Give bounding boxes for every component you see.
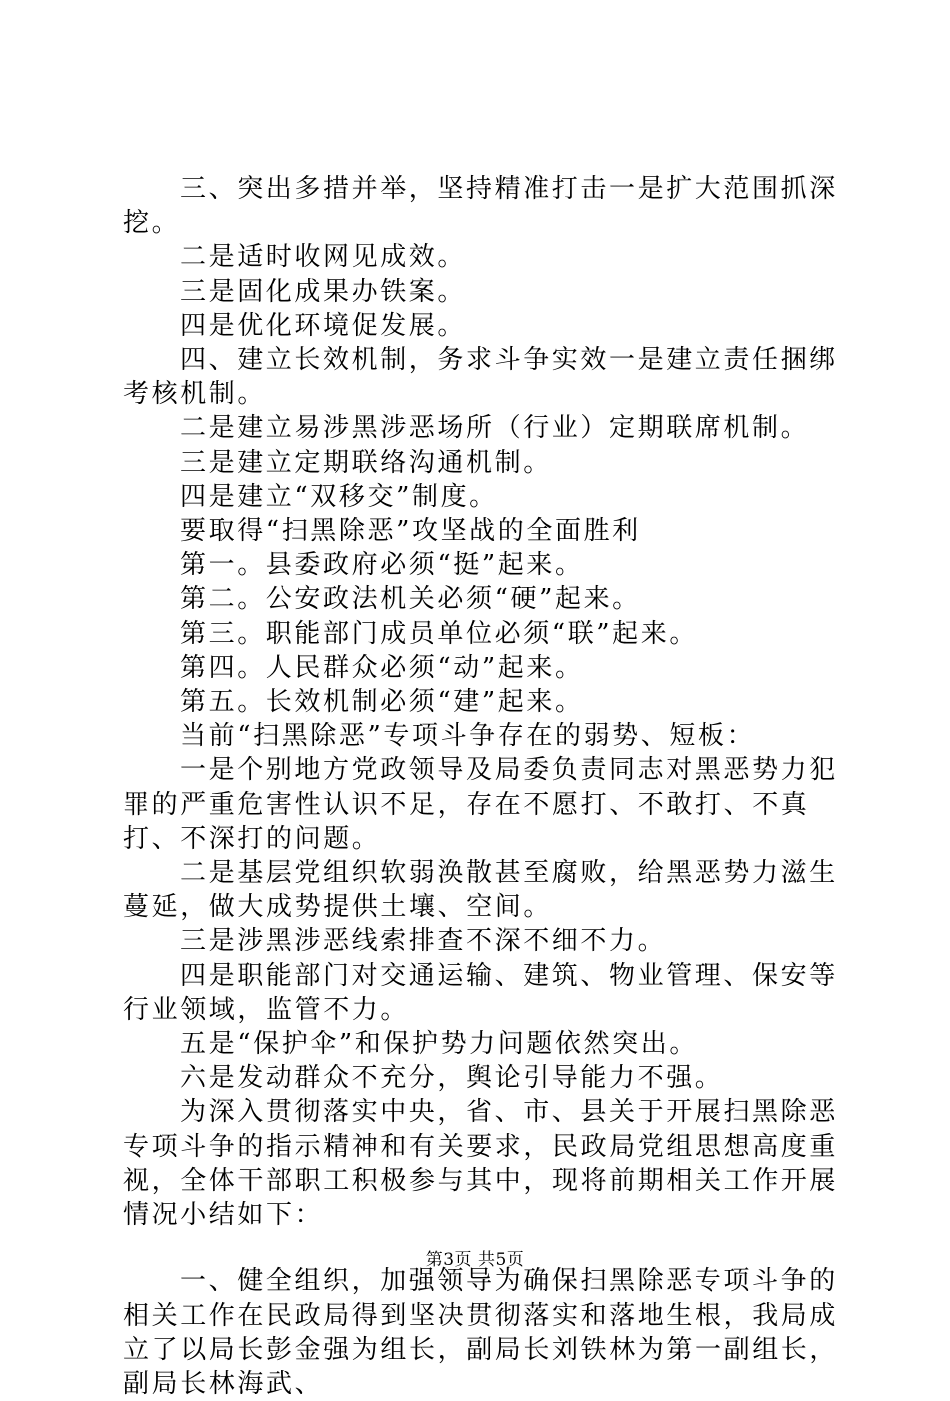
paragraph: 三是建立定期联络沟通机制。: [180, 447, 552, 478]
paragraph: 二是基层党组织软弱涣散甚至腐败，给黑恶势力滋生蔓延，做大成势提供土壤、空间。: [123, 858, 838, 923]
page-number-label: 第3页 共5页: [425, 1250, 525, 1270]
paragraph: 四、建立长效机制，务求斗争实效一是建立责任捆绑考核机制。: [123, 345, 838, 410]
paragraph: 第一。县委政府必须“挺”起来。: [180, 550, 584, 581]
paragraph: 当前“扫黑除恶”专项斗争存在的弱势、短板：: [180, 721, 756, 752]
paragraph: 要取得“扫黑除恶”攻坚战的全面胜利: [180, 516, 641, 547]
paragraph: 第三。职能部门成员单位必须“联”起来。: [180, 618, 698, 649]
paragraph: 三是涉黑涉恶线索排查不深不细不力。: [180, 926, 667, 957]
paragraph: 为深入贯彻落实中央，省、市、县关于开展扫黑除恶专项斗争的指示精神和有关要求，民政局党组思想高度重视，全体干部职工积极参与其中，现将前期相关工作开展情况小结如下：: [123, 1097, 839, 1231]
paragraph: 六是发动群众不充分，舆论引导能力不强。: [180, 1063, 724, 1094]
paragraph: 四是职能部门对交通运输、建筑、物业管理、保安等行业领域，监管不力。: [123, 960, 838, 1025]
paragraph: 第四。人民群众必须“动”起来。: [180, 652, 584, 683]
paragraph: 二是适时收网见成效。: [180, 242, 467, 273]
paragraph: 五是“保护伞”和保护势力问题依然突出。: [180, 1029, 698, 1060]
paragraph: 四是建立“双移交”制度。: [180, 481, 498, 512]
paragraph: 第五。长效机制必须“建”起来。: [180, 687, 584, 718]
paragraph: 一是个别地方党政领导及局委负责同志对黑恶势力犯罪的严重危害性认识不足，存在不愿打、不敢打、不真打、不深打的问题。: [123, 755, 838, 854]
paragraph: 三、突出多措并举，坚持精准打击一是扩大范围抓深挖。: [123, 174, 838, 239]
document-body: [123, 172, 853, 1401]
paragraph: 一、健全组织，加强领导为确保扫黑除恶专项斗争的相关工作在民政局得到坚决贯彻落实和落地生根，我局成立了以局长彭金强为组长，副局长刘铁林为第一副组长，副局长林海武、: [123, 1266, 839, 1399]
page-footer: [0, 1245, 950, 1270]
paragraph: 四是优化环境促发展。: [180, 310, 467, 341]
paragraph: 二是建立易涉黑涉恶场所（行业）定期联席机制。: [180, 413, 810, 444]
paragraph: 三是固化成果办铁案。: [180, 276, 467, 307]
paragraph: 第二。公安政法机关必须“硬”起来。: [180, 584, 641, 615]
